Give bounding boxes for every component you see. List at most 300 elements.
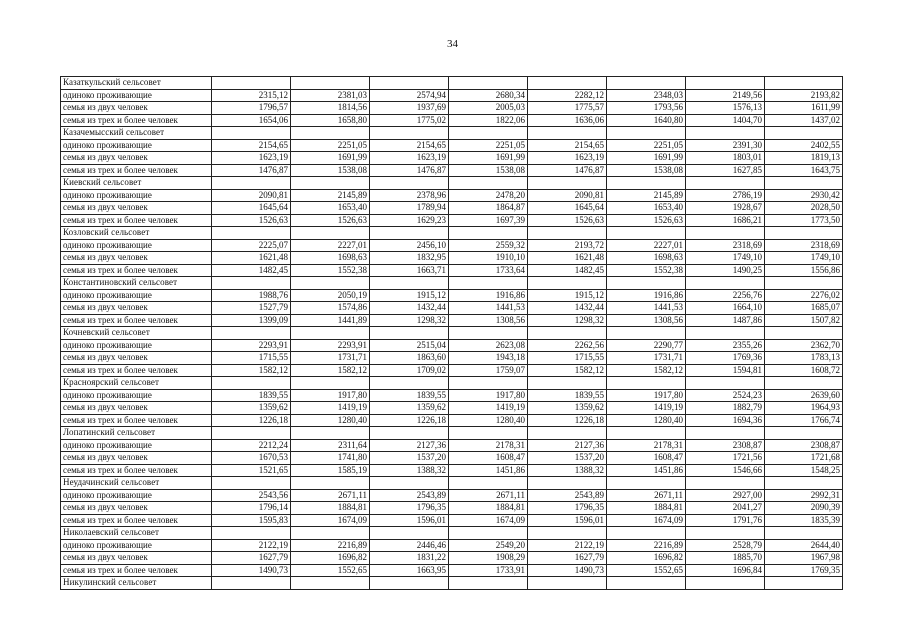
value-cell: 2528,79: [686, 539, 765, 552]
value-cell: 2225,07: [212, 239, 291, 252]
empty-cell: [765, 527, 843, 540]
empty-cell: [370, 277, 449, 290]
empty-cell: [370, 527, 449, 540]
empty-cell: [212, 77, 291, 90]
value-cell: 2251,05: [607, 139, 686, 152]
value-cell: 1759,07: [449, 364, 528, 377]
empty-cell: [607, 477, 686, 490]
empty-cell: [528, 327, 607, 340]
value-cell: 2623,08: [449, 339, 528, 352]
empty-cell: [528, 577, 607, 590]
value-cell: 1595,83: [212, 514, 291, 527]
empty-cell: [449, 327, 528, 340]
table-row: [61, 252, 843, 265]
value-cell: 1388,32: [370, 464, 449, 477]
section-header-row: [61, 177, 843, 190]
empty-cell: [291, 77, 370, 90]
section-header-row: [61, 527, 843, 540]
table-row: [61, 114, 843, 127]
value-cell: 1773,50: [765, 214, 843, 227]
empty-cell: [370, 127, 449, 140]
value-cell: 1796,57: [212, 102, 291, 115]
value-cell: 1476,87: [212, 164, 291, 177]
table-row: [61, 452, 843, 465]
value-cell: 2028,50: [765, 202, 843, 215]
value-cell: 1769,35: [765, 564, 843, 577]
value-cell: 1783,13: [765, 352, 843, 365]
row-label: семья из трех и более человек: [61, 114, 212, 127]
value-cell: 1697,39: [449, 214, 528, 227]
value-cell: 1721,56: [686, 452, 765, 465]
value-cell: 1917,80: [607, 389, 686, 402]
value-cell: 1766,74: [765, 414, 843, 427]
value-cell: 1839,55: [212, 389, 291, 402]
value-cell: 1698,63: [607, 252, 686, 265]
value-cell: 1640,80: [607, 114, 686, 127]
table-row: [61, 539, 843, 552]
value-cell: 1663,95: [370, 564, 449, 577]
value-cell: 1594,81: [686, 364, 765, 377]
value-cell: 2930,42: [765, 189, 843, 202]
value-cell: 1596,01: [370, 514, 449, 527]
value-cell: 1629,23: [370, 214, 449, 227]
row-label: семья из двух человек: [61, 302, 212, 315]
value-cell: 1803,01: [686, 152, 765, 165]
empty-cell: [370, 327, 449, 340]
value-cell: 1696,82: [607, 552, 686, 565]
empty-cell: [765, 177, 843, 190]
value-cell: 2256,76: [686, 289, 765, 302]
table-row: [61, 314, 843, 327]
value-cell: 1574,86: [291, 302, 370, 315]
empty-cell: [528, 427, 607, 440]
value-cell: 1621,48: [212, 252, 291, 265]
value-cell: 2216,89: [607, 539, 686, 552]
empty-cell: [686, 127, 765, 140]
value-cell: 1280,40: [607, 414, 686, 427]
value-cell: 2005,03: [449, 102, 528, 115]
row-label: семья из трех и более человек: [61, 264, 212, 277]
section-name: Николаевский сельсовет: [61, 527, 212, 540]
value-cell: 1791,76: [686, 514, 765, 527]
value-cell: 1482,45: [212, 264, 291, 277]
empty-cell: [765, 577, 843, 590]
row-label: семья из трех и более человек: [61, 414, 212, 427]
section-header-row: [61, 77, 843, 90]
value-cell: 1715,55: [528, 352, 607, 365]
value-cell: 1864,87: [449, 202, 528, 215]
value-cell: 2122,19: [528, 539, 607, 552]
value-cell: 2251,05: [291, 139, 370, 152]
value-cell: 1437,02: [765, 114, 843, 127]
empty-cell: [607, 577, 686, 590]
value-cell: 1885,70: [686, 552, 765, 565]
row-label: одиноко проживающие: [61, 89, 212, 102]
value-cell: 1226,18: [528, 414, 607, 427]
value-cell: 1526,63: [528, 214, 607, 227]
section-header-row: [61, 227, 843, 240]
value-cell: 1596,01: [528, 514, 607, 527]
table-row: [61, 264, 843, 277]
table-row: [61, 514, 843, 527]
value-cell: 1538,08: [607, 164, 686, 177]
empty-cell: [686, 177, 765, 190]
value-cell: 1915,12: [370, 289, 449, 302]
value-cell: 2639,60: [765, 389, 843, 402]
empty-cell: [765, 377, 843, 390]
value-cell: 1627,79: [528, 552, 607, 565]
value-cell: 1691,99: [291, 152, 370, 165]
value-cell: 2282,12: [528, 89, 607, 102]
value-cell: 2318,69: [686, 239, 765, 252]
value-cell: 1967,98: [765, 552, 843, 565]
value-cell: 2355,26: [686, 339, 765, 352]
empty-cell: [212, 127, 291, 140]
row-label: семья из двух человек: [61, 102, 212, 115]
value-cell: 2154,65: [212, 139, 291, 152]
value-cell: 1490,25: [686, 264, 765, 277]
table-row: [61, 489, 843, 502]
value-cell: 1691,99: [607, 152, 686, 165]
table-row: [61, 389, 843, 402]
value-cell: 1608,47: [449, 452, 528, 465]
value-cell: 1627,79: [212, 552, 291, 565]
empty-cell: [449, 277, 528, 290]
empty-cell: [212, 327, 291, 340]
section-header-row: [61, 327, 843, 340]
table-row: [61, 202, 843, 215]
section-name: Красноярский сельсовет: [61, 377, 212, 390]
empty-cell: [607, 177, 686, 190]
empty-cell: [528, 377, 607, 390]
section-name: Константиновский сельсовет: [61, 277, 212, 290]
value-cell: 1654,06: [212, 114, 291, 127]
empty-cell: [370, 577, 449, 590]
section-header-row: [61, 277, 843, 290]
value-cell: 1608,72: [765, 364, 843, 377]
value-cell: 1526,63: [607, 214, 686, 227]
value-cell: 2456,10: [370, 239, 449, 252]
table-row: [61, 564, 843, 577]
value-cell: 2549,20: [449, 539, 528, 552]
value-cell: 1694,36: [686, 414, 765, 427]
value-cell: 1814,56: [291, 102, 370, 115]
empty-cell: [449, 77, 528, 90]
value-cell: 1526,63: [212, 214, 291, 227]
value-cell: 2145,89: [607, 189, 686, 202]
value-cell: 2178,31: [607, 439, 686, 452]
value-cell: 1709,02: [370, 364, 449, 377]
value-cell: 1916,86: [449, 289, 528, 302]
value-cell: 1280,40: [291, 414, 370, 427]
value-cell: 1608,47: [607, 452, 686, 465]
row-label: одиноко проживающие: [61, 439, 212, 452]
value-cell: 2559,32: [449, 239, 528, 252]
empty-cell: [291, 377, 370, 390]
value-cell: 1552,65: [607, 564, 686, 577]
value-cell: 1658,80: [291, 114, 370, 127]
value-cell: 1441,53: [607, 302, 686, 315]
table-row: [61, 414, 843, 427]
table-row: [61, 302, 843, 315]
value-cell: 2671,11: [291, 489, 370, 502]
table-row: [61, 339, 843, 352]
value-cell: 1789,94: [370, 202, 449, 215]
value-cell: 1733,91: [449, 564, 528, 577]
value-cell: 1645,64: [212, 202, 291, 215]
empty-cell: [607, 377, 686, 390]
value-cell: 1308,56: [607, 314, 686, 327]
value-cell: 1664,10: [686, 302, 765, 315]
value-cell: 1685,07: [765, 302, 843, 315]
value-cell: 2293,91: [212, 339, 291, 352]
value-cell: 1546,66: [686, 464, 765, 477]
value-cell: 1476,87: [370, 164, 449, 177]
row-label: семья из трех и более человек: [61, 214, 212, 227]
section-header-row: [61, 127, 843, 140]
value-cell: 1835,39: [765, 514, 843, 527]
row-label: семья из двух человек: [61, 152, 212, 165]
value-cell: 1582,12: [212, 364, 291, 377]
value-cell: 1663,71: [370, 264, 449, 277]
value-cell: 2515,04: [370, 339, 449, 352]
empty-cell: [449, 127, 528, 140]
table-row: [61, 289, 843, 302]
value-cell: 1882,79: [686, 402, 765, 415]
empty-cell: [528, 527, 607, 540]
value-cell: 2543,89: [370, 489, 449, 502]
table-row: [61, 152, 843, 165]
value-cell: 2050,19: [291, 289, 370, 302]
value-cell: 1653,40: [607, 202, 686, 215]
empty-cell: [528, 127, 607, 140]
empty-cell: [212, 577, 291, 590]
value-cell: 2276,02: [765, 289, 843, 302]
table-row: [61, 89, 843, 102]
value-cell: 1538,08: [291, 164, 370, 177]
value-cell: 1731,71: [291, 352, 370, 365]
value-cell: 2122,19: [212, 539, 291, 552]
value-cell: 1653,40: [291, 202, 370, 215]
value-cell: 1576,13: [686, 102, 765, 115]
value-cell: 2311,64: [291, 439, 370, 452]
empty-cell: [212, 377, 291, 390]
empty-cell: [449, 577, 528, 590]
value-cell: 2671,11: [607, 489, 686, 502]
empty-cell: [765, 227, 843, 240]
value-cell: 1404,70: [686, 114, 765, 127]
empty-cell: [528, 227, 607, 240]
value-cell: 2251,05: [449, 139, 528, 152]
value-cell: 2402,55: [765, 139, 843, 152]
value-cell: 1552,38: [607, 264, 686, 277]
empty-cell: [212, 477, 291, 490]
value-cell: 1623,19: [528, 152, 607, 165]
value-cell: 2671,11: [449, 489, 528, 502]
value-cell: 1308,56: [449, 314, 528, 327]
value-cell: 1419,19: [607, 402, 686, 415]
value-cell: 1674,09: [291, 514, 370, 527]
value-cell: 1621,48: [528, 252, 607, 265]
row-label: семья из трех и более человек: [61, 314, 212, 327]
page-number: 34: [447, 38, 458, 50]
empty-cell: [212, 427, 291, 440]
value-cell: 1698,63: [291, 252, 370, 265]
empty-cell: [607, 77, 686, 90]
value-cell: 1796,14: [212, 502, 291, 515]
value-cell: 1839,55: [370, 389, 449, 402]
empty-cell: [449, 477, 528, 490]
value-cell: 1359,62: [528, 402, 607, 415]
value-cell: 1908,29: [449, 552, 528, 565]
value-cell: 1623,19: [212, 152, 291, 165]
empty-cell: [212, 277, 291, 290]
row-label: семья из трех и более человек: [61, 464, 212, 477]
value-cell: 2149,56: [686, 89, 765, 102]
value-cell: 2391,30: [686, 139, 765, 152]
table-row: [61, 552, 843, 565]
empty-cell: [212, 227, 291, 240]
empty-cell: [370, 77, 449, 90]
empty-cell: [528, 277, 607, 290]
value-cell: 1507,82: [765, 314, 843, 327]
value-cell: 1359,62: [212, 402, 291, 415]
empty-cell: [765, 427, 843, 440]
value-cell: 1917,80: [291, 389, 370, 402]
value-cell: 2193,72: [528, 239, 607, 252]
value-cell: 2178,31: [449, 439, 528, 452]
section-header-row: [61, 577, 843, 590]
value-cell: 1476,87: [528, 164, 607, 177]
section-name: Лопатинский сельсовет: [61, 427, 212, 440]
value-cell: 2212,24: [212, 439, 291, 452]
value-cell: 1552,65: [291, 564, 370, 577]
value-cell: 1964,93: [765, 402, 843, 415]
value-cell: 1721,68: [765, 452, 843, 465]
empty-cell: [607, 127, 686, 140]
empty-cell: [528, 477, 607, 490]
empty-cell: [291, 577, 370, 590]
row-label: семья из двух человек: [61, 452, 212, 465]
table-row: [61, 502, 843, 515]
row-label: одиноко проживающие: [61, 539, 212, 552]
value-cell: 1645,64: [528, 202, 607, 215]
value-cell: 1674,09: [607, 514, 686, 527]
row-label: одиноко проживающие: [61, 489, 212, 502]
value-cell: 1582,12: [528, 364, 607, 377]
value-cell: 1915,12: [528, 289, 607, 302]
value-cell: 1419,19: [449, 402, 528, 415]
empty-cell: [212, 177, 291, 190]
empty-cell: [291, 277, 370, 290]
value-cell: 1917,80: [449, 389, 528, 402]
value-cell: 1298,32: [370, 314, 449, 327]
section-header-row: [61, 477, 843, 490]
value-cell: 2318,69: [765, 239, 843, 252]
value-cell: 1691,99: [449, 152, 528, 165]
value-cell: 1943,18: [449, 352, 528, 365]
empty-cell: [686, 327, 765, 340]
empty-cell: [686, 527, 765, 540]
row-label: одиноко проживающие: [61, 339, 212, 352]
value-cell: 1832,95: [370, 252, 449, 265]
table-row: [61, 102, 843, 115]
value-cell: 2127,36: [528, 439, 607, 452]
value-cell: 1280,40: [449, 414, 528, 427]
value-cell: 1822,06: [449, 114, 528, 127]
empty-cell: [212, 527, 291, 540]
value-cell: 1910,10: [449, 252, 528, 265]
value-cell: 1884,81: [291, 502, 370, 515]
value-cell: 2227,01: [291, 239, 370, 252]
value-cell: 2315,12: [212, 89, 291, 102]
value-cell: 2090,81: [212, 189, 291, 202]
value-cell: 1451,86: [449, 464, 528, 477]
table-row: [61, 464, 843, 477]
value-cell: 2478,20: [449, 189, 528, 202]
empty-cell: [686, 427, 765, 440]
empty-cell: [449, 227, 528, 240]
section-name: Киевский сельсовет: [61, 177, 212, 190]
empty-cell: [291, 327, 370, 340]
value-cell: 1548,25: [765, 464, 843, 477]
value-cell: 1556,86: [765, 264, 843, 277]
value-cell: 2378,96: [370, 189, 449, 202]
empty-cell: [291, 477, 370, 490]
value-cell: 1636,06: [528, 114, 607, 127]
value-cell: 1441,89: [291, 314, 370, 327]
empty-cell: [449, 527, 528, 540]
value-cell: 1775,57: [528, 102, 607, 115]
section-name: Неудачинский сельсовет: [61, 477, 212, 490]
empty-cell: [765, 327, 843, 340]
value-cell: 1432,44: [528, 302, 607, 315]
value-cell: 1487,86: [686, 314, 765, 327]
value-cell: 2308,87: [765, 439, 843, 452]
section-name: Козловский сельсовет: [61, 227, 212, 240]
section-name: Казаткульский сельсовет: [61, 77, 212, 90]
value-cell: 1526,63: [291, 214, 370, 227]
value-cell: 1715,55: [212, 352, 291, 365]
value-cell: 1582,12: [291, 364, 370, 377]
empty-cell: [449, 427, 528, 440]
value-cell: 1884,81: [449, 502, 528, 515]
value-cell: 1226,18: [370, 414, 449, 427]
value-cell: 2574,94: [370, 89, 449, 102]
empty-cell: [291, 527, 370, 540]
value-cell: 1490,73: [212, 564, 291, 577]
value-cell: 1775,02: [370, 114, 449, 127]
empty-cell: [291, 227, 370, 240]
value-cell: 1537,20: [528, 452, 607, 465]
empty-cell: [370, 227, 449, 240]
value-cell: 1769,36: [686, 352, 765, 365]
value-cell: 2293,91: [291, 339, 370, 352]
empty-cell: [370, 177, 449, 190]
empty-cell: [686, 377, 765, 390]
table-row: [61, 139, 843, 152]
section-name: Казачемысский сельсовет: [61, 127, 212, 140]
table-row: [61, 189, 843, 202]
value-cell: 1731,71: [607, 352, 686, 365]
value-cell: 2524,23: [686, 389, 765, 402]
value-cell: 1928,67: [686, 202, 765, 215]
value-cell: 2786,19: [686, 189, 765, 202]
value-cell: 1916,86: [607, 289, 686, 302]
value-cell: 2308,87: [686, 439, 765, 452]
empty-cell: [528, 77, 607, 90]
value-cell: 2041,27: [686, 502, 765, 515]
